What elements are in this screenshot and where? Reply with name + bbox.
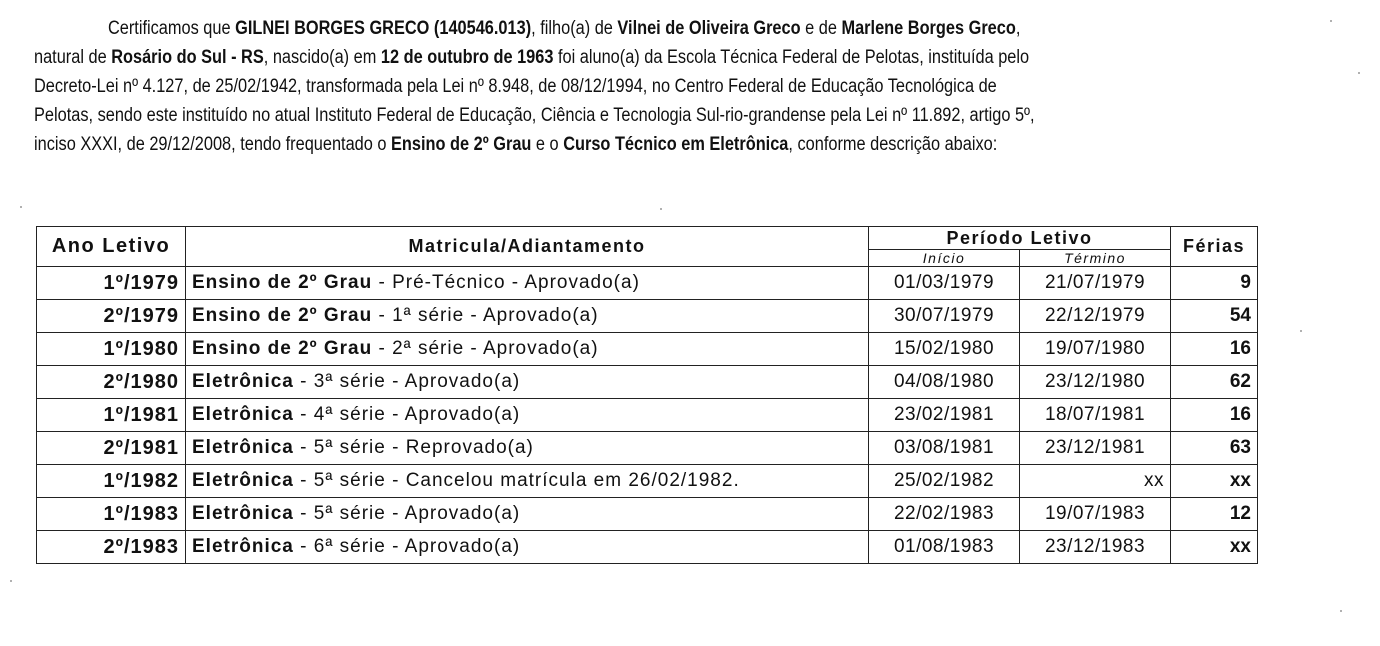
cell-termino: xx [1020,465,1171,498]
scan-speck [1300,330,1302,332]
cell-course: Eletrônica [192,536,294,557]
scan-speck [10,580,12,582]
student-name: GILNEI BORGES GRECO (140546.013) [235,18,532,39]
cell-termino: 23/12/1981 [1020,432,1171,465]
cell-ferias: 63 [1171,432,1258,465]
cell-termino: 23/12/1983 [1020,531,1171,564]
cell-course: Ensino de 2º Grau [192,338,373,359]
certificate-line-3: Decreto-Lei nº 4.127, de 25/02/1942, transformada pela Lei nº 8.948, de 08/12/1994, no Centro Federal de Educação Tecnológica de [34,76,997,97]
cell-termino: 21/07/1979 [1020,267,1171,300]
cell-inicio: 01/08/1983 [869,531,1020,564]
academic-record-table [36,226,1258,564]
cell-termino: 19/07/1980 [1020,333,1171,366]
table-row [37,366,1258,399]
cell-detail: - Pré-Técnico - Aprovado(a) [372,272,640,293]
cell-course: Eletrônica [192,437,294,458]
course-name-1: Ensino de 2º Grau [391,134,532,155]
cell-ano-letivo: 2º/1983 [37,531,186,564]
cell-termino: 18/07/1981 [1020,399,1171,432]
table-row [37,300,1258,333]
cell-inicio: 01/03/1979 [869,267,1020,300]
cell-ano-letivo: 2º/1979 [37,300,186,333]
birthplace: Rosário do Sul - RS [111,47,264,68]
cell-matricula [186,498,869,531]
table-row [37,267,1258,300]
certificate-line-4: Pelotas, sendo este instituído no atual Instituto Federal de Educação, Ciência e Tecnologia Sul-rio-grandense pela Lei nº 11.892, artigo 5º, [34,105,1035,126]
cell-ano-letivo: 1º/1982 [37,465,186,498]
cell-ferias: 9 [1171,267,1258,300]
table-row [37,531,1258,564]
cell-matricula [186,267,869,300]
cell-ferias: 54 [1171,300,1258,333]
cell-inicio: 15/02/1980 [869,333,1020,366]
scan-speck [20,206,22,208]
cell-matricula [186,366,869,399]
cell-ferias: xx [1171,531,1258,564]
course-name-2: Curso Técnico em Eletrônica [563,134,789,155]
birthdate: 12 de outubro de 1963 [380,47,554,68]
table-row [37,498,1258,531]
cell-ano-letivo: 1º/1979 [37,267,186,300]
cell-ferias: 16 [1171,333,1258,366]
cell-course: Eletrônica [192,404,294,425]
table-row [37,432,1258,465]
scan-speck [1330,20,1332,22]
cell-matricula [186,399,869,432]
header-matricula: Matricula/Adiantamento [186,227,869,267]
cell-inicio: 25/02/1982 [869,465,1020,498]
cell-inicio: 03/08/1981 [869,432,1020,465]
scan-speck [1358,72,1360,74]
cell-detail: - 5ª série - Aprovado(a) [293,503,521,524]
cell-ano-letivo: 1º/1980 [37,333,186,366]
cell-matricula [186,531,869,564]
cell-matricula [186,333,869,366]
cell-termino: 19/07/1983 [1020,498,1171,531]
cell-ano-letivo: 2º/1981 [37,432,186,465]
cell-detail: - 1ª série - Aprovado(a) [372,305,599,326]
cell-detail: - 3ª série - Aprovado(a) [293,371,521,392]
certificate-line-2: natural de Rosário do Sul - RS, nascido(a) em 12 de outubro de 1963 foi aluno(a) da Escola Técnica Federal de Pelotas, instituída pelo [34,47,1030,68]
header-ano-letivo: Ano Letivo [37,227,186,267]
cell-detail: - 4ª série - Aprovado(a) [293,404,521,425]
cell-ferias: xx [1171,465,1258,498]
scan-speck [1340,610,1342,612]
cell-ferias: 16 [1171,399,1258,432]
table-row [37,333,1258,366]
cell-termino: 22/12/1979 [1020,300,1171,333]
cell-inicio: 23/02/1981 [869,399,1020,432]
cell-detail: - 6ª série - Aprovado(a) [293,536,521,557]
table-row [37,399,1258,432]
cell-course: Eletrônica [192,503,294,524]
cell-inicio: 04/08/1980 [869,366,1020,399]
certificate-line-1: Certificamos que GILNEI BORGES GRECO (140546.013), filho(a) de Vilnei de Oliveira Greco e de Marlene Borges Greco, [107,18,1021,39]
mother-name: Marlene Borges Greco [841,18,1016,39]
header-periodo-letivo: Período Letivo [869,227,1171,250]
father-name: Vilnei de Oliveira Greco [617,18,801,39]
cell-course: Eletrônica [192,470,294,491]
certificate-line-5: inciso XXXI, de 29/12/2008, tendo frequentado o Ensino de 2º Grau e o Curso Técnico em Eletrônica, conforme descrição abaixo: [34,134,998,155]
cell-ferias: 12 [1171,498,1258,531]
header-ferias: Férias [1171,227,1258,267]
header-inicio: Início [869,250,1020,267]
table-row [37,465,1258,498]
cell-ano-letivo: 1º/1983 [37,498,186,531]
header-termino: Término [1020,250,1171,267]
cell-course: Eletrônica [192,371,294,392]
cell-ano-letivo: 2º/1980 [37,366,186,399]
cell-detail: - 2ª série - Aprovado(a) [372,338,599,359]
certificate-paragraph [34,14,1324,159]
cell-course: Ensino de 2º Grau [192,305,373,326]
cell-ano-letivo: 1º/1981 [37,399,186,432]
scan-speck [660,208,662,210]
cell-termino: 23/12/1980 [1020,366,1171,399]
cell-inicio: 22/02/1983 [869,498,1020,531]
cell-matricula [186,432,869,465]
cell-ferias: 62 [1171,366,1258,399]
cell-course: Ensino de 2º Grau [192,272,373,293]
cell-matricula [186,465,869,498]
cell-detail: - 5ª série - Reprovado(a) [293,437,534,458]
cell-detail: - 5ª série - Cancelou matrícula em 26/02/1982. [293,470,740,491]
cell-inicio: 30/07/1979 [869,300,1020,333]
cell-matricula [186,300,869,333]
